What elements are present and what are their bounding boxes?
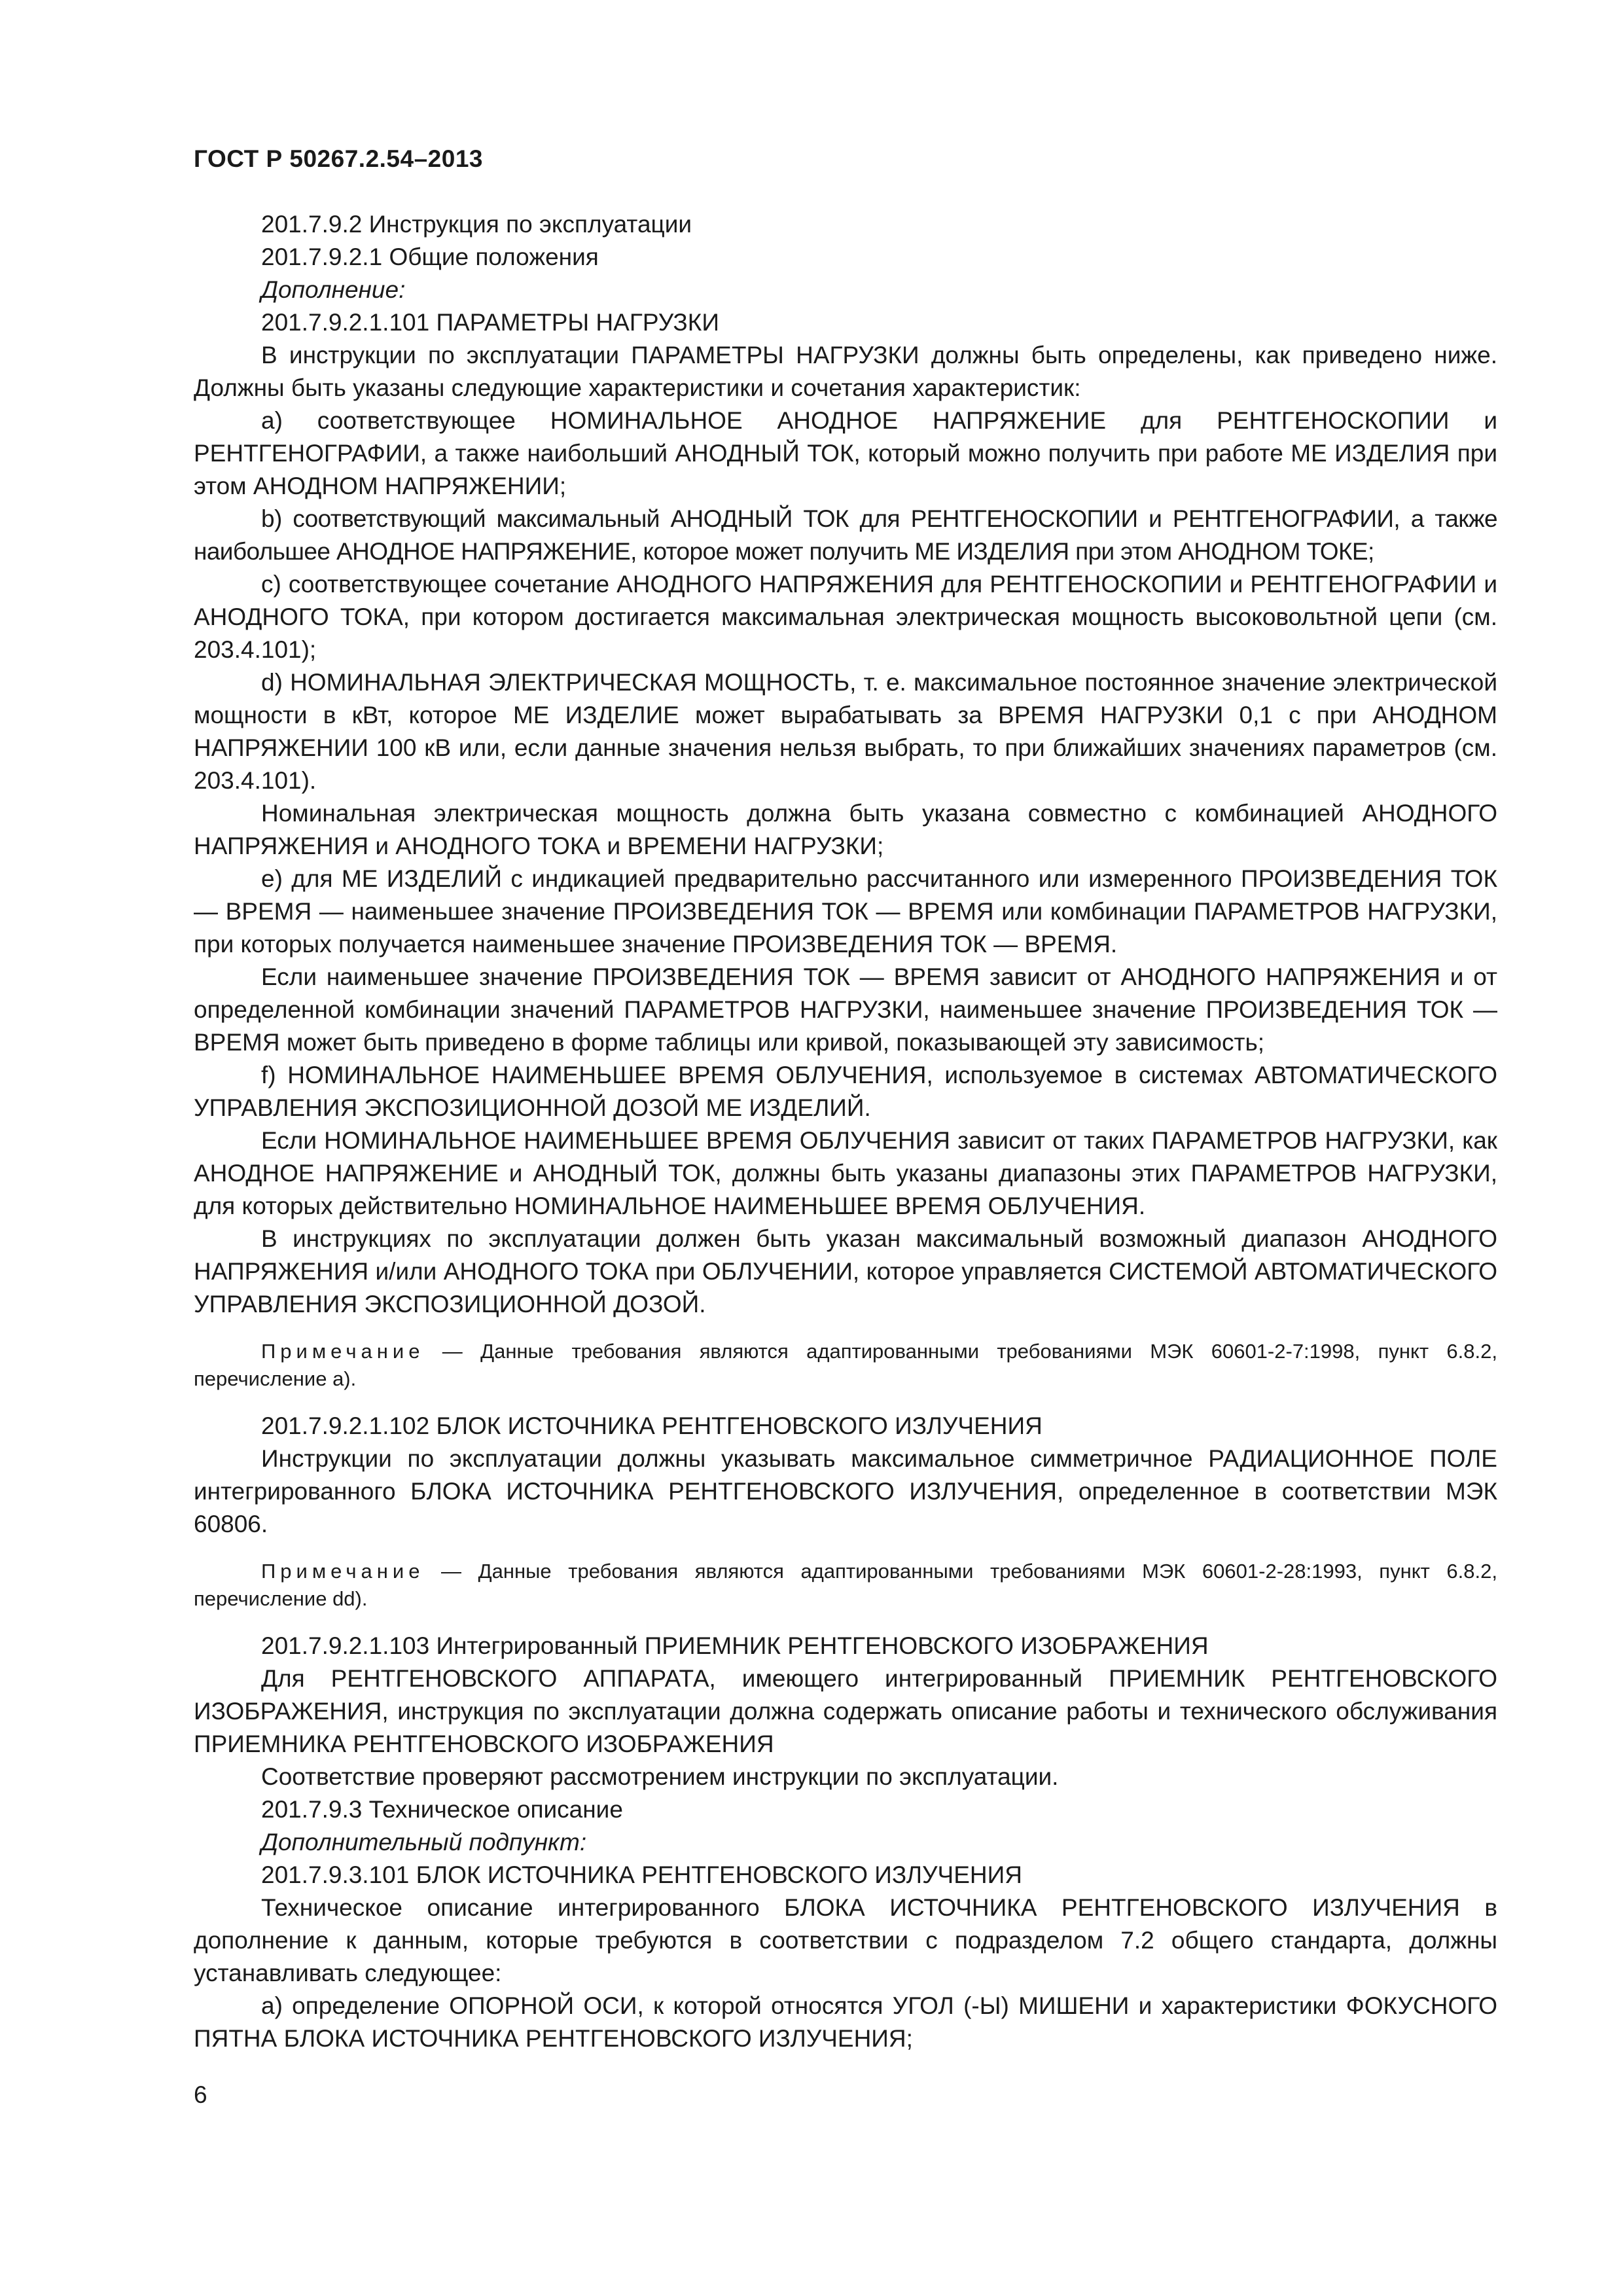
document-body	[194, 208, 1497, 2055]
note-text: — Данные требования являются адаптированными требованиями МЭК 60601-2-28:1993, пункт 6.8.2, перечисление dd).	[194, 1560, 1497, 1610]
clause-heading-image-receptor: 201.7.9.2.1.103 Интегрированный ПРИЕМНИК РЕНТГЕНОВСКОГО ИЗОБРАЖЕНИЯ	[261, 1632, 1209, 1659]
subsection-heading-general: 201.7.9.2.1 Общие положения	[261, 243, 599, 270]
list-item-b: b) соответствующий максимальный АНОДНЫЙ ТОК для РЕНТГЕНОСКОПИИ и РЕНТГЕНОГРАФИИ, а также наибольшее АНОДНОЕ НАПРЯЖЕНИЕ, которое может получить МЕ ИЗДЕЛИЯ при этом АНОДНОМ ТОКЕ;	[194, 505, 1497, 565]
note-1	[194, 1338, 1497, 1393]
note-label: Примечание	[261, 1340, 425, 1363]
note-text: — Данные требования являются адаптированными требованиями МЭК 60601-2-7:1998, пункт 6.8.2, перечисление а).	[194, 1340, 1497, 1390]
paragraph-compliance: Соответствие проверяют рассмотрением инструкции по эксплуатации.	[261, 1763, 1059, 1790]
paragraph-exposure-time: Если НОМИНАЛЬНОЕ НАИМЕНЬШЕЕ ВРЕМЯ ОБЛУЧЕНИЯ зависит от таких ПАРАМЕТРОВ НАГРУЗКИ, как АНОДНОЕ НАПРЯЖЕНИЕ и АНОДНЫЙ ТОК, должны быть указаны диапазоны этих ПАРАМЕТРОВ НАГРУЗКИ, для которых действительно НОМИНАЛЬНОЕ НАИМЕНЬШЕЕ ВРЕМЯ ОБЛУЧЕНИЯ.	[194, 1127, 1497, 1219]
additional-subclause-label: Дополнительный подпункт:	[261, 1829, 587, 1856]
paragraph-electric-power: Номинальная электрическая мощность должна быть указана совместно с комбинацией АНОДНОГО НАПРЯЖЕНИЯ и АНОДНОГО ТОКА и ВРЕМЕНИ НАГРУЗКИ;	[194, 800, 1497, 859]
paragraph-current-time-product: Если наименьшее значение ПРОИЗВЕДЕНИЯ ТОК — ВРЕМЯ зависит от АНОДНОГО НАПРЯЖЕНИЯ и от определенной комбинации значений ПАРАМЕТРОВ НАГРУЗКИ, наименьшее значение ПРОИЗВЕДЕНИЯ ТОК — ВРЕМЯ может быть приведено в форме таблицы или кривой, показывающей эту зависимость;	[194, 963, 1497, 1056]
section-heading-technical-description: 201.7.9.3 Техническое описание	[261, 1796, 623, 1823]
addition-label: Дополнение:	[261, 276, 406, 303]
list-item-a-reference-axis: a) определение ОПОРНОЙ ОСИ, к которой относятся УГОЛ (-Ы) МИШЕНИ и характеристики ФОКУСНОГО ПЯТНА БЛОКА ИСТОЧНИКА РЕНТГЕНОВСКОГО ИЗЛУЧЕНИЯ;	[194, 1992, 1497, 2052]
paragraph-aec-range: В инструкциях по эксплуатации должен быть указан максимальный возможный диапазон АНОДНОГО НАПРЯЖЕНИЯ и/или АНОДНОГО ТОКА при ОБЛУЧЕНИИ, которое управляется СИСТЕМОЙ АВТОМАТИЧЕСКОГО УПРАВЛЕНИЯ ЭКСПОЗИЦИОННОЙ ДОЗОЙ.	[194, 1225, 1497, 1318]
list-item-c: c) соответствующее сочетание АНОДНОГО НАПРЯЖЕНИЯ для РЕНТГЕНОСКОПИИ и РЕНТГЕНОГРАФИИ и АНОДНОГО ТОКА, при котором достигается максимальная электрическая мощность высоковольтной цепи (см. 203.4.101);	[194, 571, 1497, 663]
paragraph-technical-description: Техническое описание интегрированного БЛОКА ИСТОЧНИКА РЕНТГЕНОВСКОГО ИЗЛУЧЕНИЯ в дополнение к данным, которые требуются в соответствии с подразделом 7.2 общего стандарта, должны устанавливать следующее:	[194, 1894, 1497, 1986]
list-item-f: f) НОМИНАЛЬНОЕ НАИМЕНЬШЕЕ ВРЕМЯ ОБЛУЧЕНИЯ, используемое в системах АВТОМАТИЧЕСКОГО УПРАВЛЕНИЯ ЭКСПОЗИЦИОННОЙ ДОЗОЙ МЕ ИЗДЕЛИЙ.	[194, 1062, 1497, 1121]
section-heading-instructions: 201.7.9.2 Инструкция по эксплуатации	[261, 211, 692, 238]
paragraph-load-parameters-intro: В инструкции по эксплуатации ПАРАМЕТРЫ НАГРУЗКИ должны быть определены, как приведено ниже. Должны быть указаны следующие характеристики и сочетания характеристик:	[194, 342, 1497, 401]
page-header-standard: ГОСТ Р 50267.2.54–2013	[194, 145, 483, 172]
paragraph-radiation-field: Инструкции по эксплуатации должны указывать максимальное симметричное РАДИАЦИОННОЕ ПОЛЕ интегрированного БЛОКА ИСТОЧНИКА РЕНТГЕНОВСКОГО ИЗЛУЧЕНИЯ, определенное в соответствии МЭК 60806.	[194, 1445, 1497, 1537]
page-number: 6	[194, 2081, 207, 2108]
list-item-e: e) для МЕ ИЗДЕЛИЙ с индикацией предварительно рассчитанного или измеренного ПРОИЗВЕДЕНИЯ ТОК — ВРЕМЯ — наименьшее значение ПРОИЗВЕДЕНИЯ ТОК — ВРЕМЯ или комбинации ПАРАМЕТРОВ НАГРУЗКИ, при которых получается наименьшее значение ПРОИЗВЕДЕНИЯ ТОК — ВРЕМЯ.	[194, 865, 1497, 958]
note-2	[194, 1558, 1497, 1613]
note-label: Примечание	[261, 1560, 425, 1583]
clause-heading-load-parameters: 201.7.9.2.1.101 ПАРАМЕТРЫ НАГРУЗКИ	[261, 309, 719, 336]
list-item-d: d) НОМИНАЛЬНАЯ ЭЛЕКТРИЧЕСКАЯ МОЩНОСТЬ, т. е. максимальное постоянное значение электрической мощности в кВт, которое МЕ ИЗДЕЛИЕ может вырабатывать за ВРЕМЯ НАГРУЗКИ 0,1 с при АНОДНОМ НАПРЯЖЕНИИ 100 кВ или, если данные значения нельзя выбрать, то при ближайших значениях параметров (см. 203.4.101).	[194, 669, 1497, 794]
clause-heading-xray-source-technical: 201.7.9.3.101 БЛОК ИСТОЧНИКА РЕНТГЕНОВСКОГО ИЗЛУЧЕНИЯ	[261, 1861, 1022, 1888]
clause-heading-xray-source: 201.7.9.2.1.102 БЛОК ИСТОЧНИКА РЕНТГЕНОВСКОГО ИЗЛУЧЕНИЯ	[261, 1412, 1043, 1439]
paragraph-image-receptor: Для РЕНТГЕНОВСКОГО АППАРАТА, имеющего интегрированный ПРИЕМНИК РЕНТГЕНОВСКОГО ИЗОБРАЖЕНИЯ, инструкция по эксплуатации должна содержать описание работы и технического обслуживания ПРИЕМНИКА РЕНТГЕНОВСКОГО ИЗОБРАЖЕНИЯ	[194, 1665, 1497, 1757]
list-item-a: a) соответствующее НОМИНАЛЬНОЕ АНОДНОЕ НАПРЯЖЕНИЕ для РЕНТГЕНОСКОПИИ и РЕНТГЕНОГРАФИИ, а также наибольший АНОДНЫЙ ТОК, который можно получить при работе МЕ ИЗДЕЛИЯ при этом АНОДНОМ НАПРЯЖЕНИИ;	[194, 407, 1497, 499]
